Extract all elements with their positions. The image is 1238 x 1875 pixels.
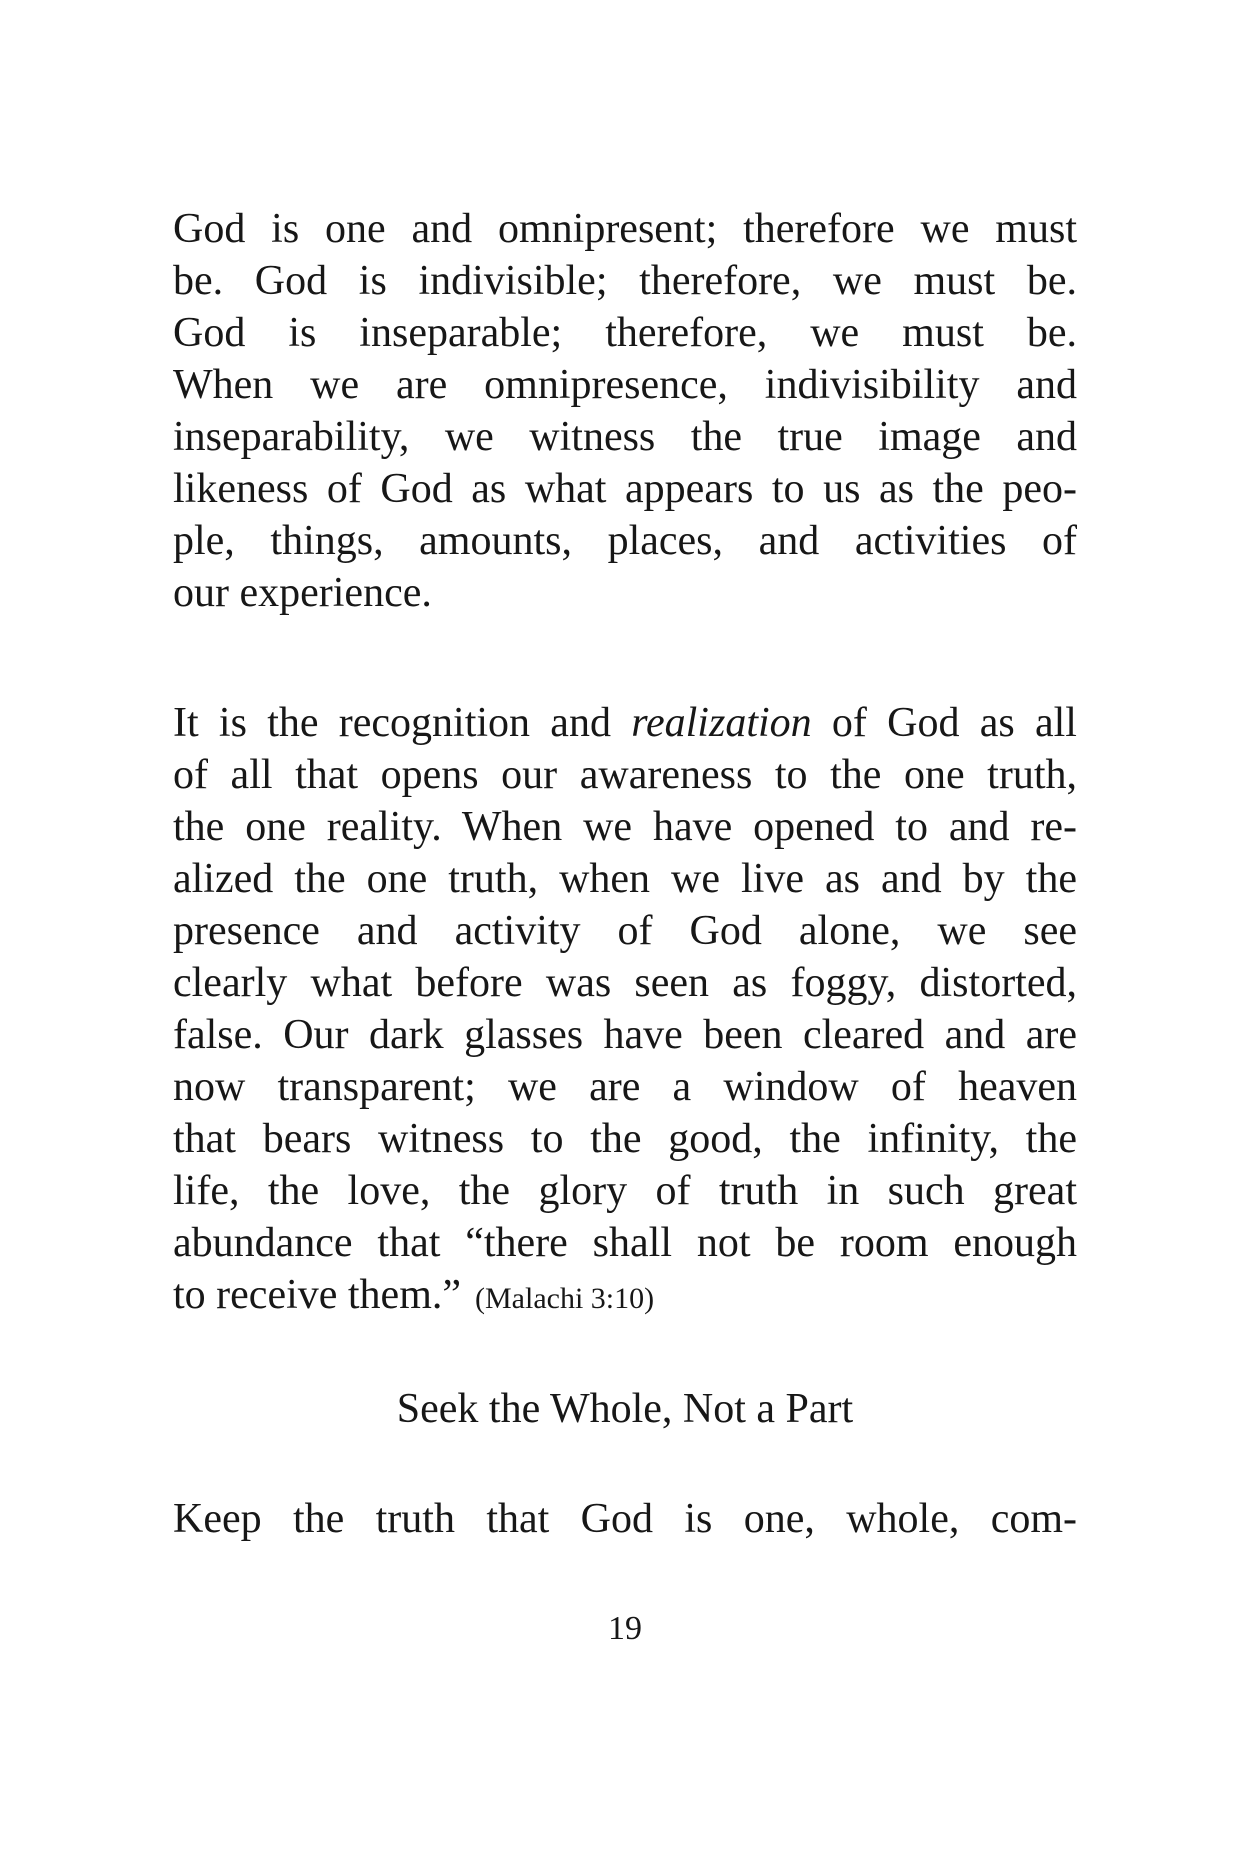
text-line: clearly what before was seen as foggy, distorted, xyxy=(173,960,1077,1006)
text-line: false. Our dark glasses have been cleared and are xyxy=(173,1012,1077,1058)
text-line: When we are omnipresence, indivisibility and xyxy=(173,362,1077,408)
text-line: abundance that “there shall not be room enough xyxy=(173,1220,1077,1266)
text-line: God is inseparable; therefore, we must be. xyxy=(173,310,1077,356)
paragraph-3 xyxy=(173,1493,1077,1545)
text-line xyxy=(173,1269,1077,1325)
paragraph-1 xyxy=(173,203,1077,619)
paragraph-2 xyxy=(173,697,1077,1325)
page-body xyxy=(173,203,1077,1545)
text-line: Keep the truth that God is one, whole, com- xyxy=(173,1496,1077,1542)
text-line: ple, things, amounts, places, and activities of xyxy=(173,518,1077,564)
text-line xyxy=(173,697,1077,749)
text-line: life, the love, the glory of truth in such great xyxy=(173,1168,1077,1214)
text-line: God is one and omnipresent; therefore we must xyxy=(173,206,1077,252)
page-number: 19 xyxy=(608,1610,642,1647)
text-line: that bears witness to the good, the infinity, the xyxy=(173,1116,1077,1162)
text-line: our experience. xyxy=(173,570,432,616)
text-segment: of God as all xyxy=(811,700,1077,746)
text-line: alized the one truth, when we live as and by the xyxy=(173,856,1077,902)
text-segment: It is the recognition and xyxy=(173,700,632,746)
section-heading: Seek the Whole, Not a Part xyxy=(396,1386,854,1432)
text-line: of all that opens our awareness to the one truth, xyxy=(173,752,1077,798)
text-line: be. God is indivisible; therefore, we must be. xyxy=(173,258,1077,304)
scripture-citation: (Malachi 3:10) xyxy=(475,1282,655,1315)
text-line: likeness of God as what appears to us as the peo- xyxy=(173,466,1077,512)
text-line: inseparability, we witness the true image and xyxy=(173,414,1077,460)
text-line: presence and activity of God alone, we see xyxy=(173,908,1077,954)
text-line: now transparent; we are a window of heaven xyxy=(173,1064,1077,1110)
text-line: the one reality. When we have opened to and re- xyxy=(173,804,1077,850)
italic-word: realization xyxy=(631,700,812,746)
text-segment: to receive them.” xyxy=(173,1272,462,1318)
